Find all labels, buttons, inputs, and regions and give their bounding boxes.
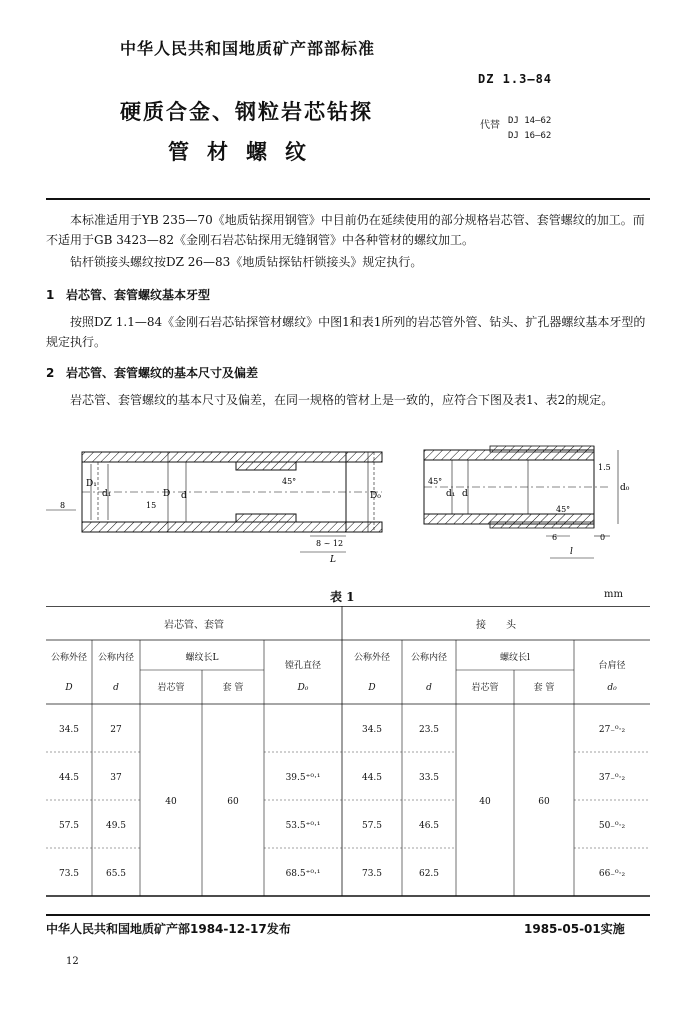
- col-nominal-od: 公称外径: [50, 653, 88, 663]
- table-cell-d0: 66₋⁰·₂: [598, 869, 626, 879]
- tube-section-drawing: [46, 440, 386, 570]
- table-cell-d: 27: [110, 725, 122, 735]
- table-cell-D: 73.5: [58, 869, 80, 879]
- table-cell-jd: 23.5: [418, 725, 440, 735]
- section-1-text: 按照DZ 1.1—84《金刚石岩芯钻探管材螺纹》中图1和表1所列的岩芯管外管、钻头、扩孔器螺纹基本牙型的规定执行。: [46, 315, 646, 349]
- issuing-organization: 中华人民共和国地质矿产部部标准: [120, 39, 376, 58]
- col-thread-length-L: 螺纹长L: [185, 653, 219, 663]
- col-joint-nominal-od-symbol: D: [368, 683, 376, 693]
- document-title-line1: 硬质合金、钢粒岩芯钻探: [120, 100, 373, 124]
- table-cell-D0: 39.5⁺⁰·¹: [285, 773, 321, 783]
- document-title-line2: 管材螺纹: [168, 140, 324, 164]
- col-core-tube: 岩芯管: [157, 683, 185, 693]
- dim-d1-label: d₁: [102, 489, 112, 499]
- col-nominal-id-symbol: d: [113, 683, 119, 693]
- section-2-number: 2: [46, 366, 55, 380]
- table-cell-d: 37: [110, 773, 122, 783]
- replaces-label: 代替: [480, 120, 500, 131]
- tube-wall-top: [82, 452, 382, 462]
- col-joint-nominal-id-symbol: d: [426, 683, 432, 693]
- dim-L-label: L: [330, 555, 336, 565]
- standard-number: DZ 1.3—84: [478, 72, 553, 86]
- intro-paragraph-2: 钻杆锁接头螺纹按DZ 26—83《地质钻探钻杆锁接头》规定执行。: [70, 255, 423, 269]
- table-cell-d: 65.5: [105, 869, 127, 879]
- group-header-joints: 接 头: [476, 620, 516, 631]
- header-rule: [46, 198, 650, 200]
- dim-D0-label: D₀: [370, 491, 381, 501]
- intro-paragraph: 本标准适用于YB 235—70《地质钻探用钢管》中目前仍在延续使用的部分规格岩芯管、套管螺纹的加工。而不适用于GB 3423—82《金刚石岩芯钻探用无缝钢管》中各种管材的螺纹加工。: [46, 213, 645, 247]
- section-2-text: 岩芯管、套管螺纹的基本尺寸及偏差，在同一规格的管材上是一致的，应符合下图及表1、表2的规定。: [70, 393, 614, 407]
- col-bore-diameter-symbol: D₀: [297, 683, 309, 693]
- col-shoulder-diameter: 台肩径: [598, 661, 626, 671]
- merged-l-core-tube: 40: [479, 797, 491, 807]
- table-cell-jd: 46.5: [418, 821, 440, 831]
- joint-angle-left-label: 45°: [428, 477, 443, 486]
- dim-d-label: d: [181, 491, 187, 501]
- replaces-standard-1: DJ 14—62: [508, 116, 552, 126]
- table-cell-jD: 73.5: [361, 869, 383, 879]
- joint-dim-d0-label: d₀: [620, 483, 630, 493]
- joint-dim-l-label: l: [570, 547, 573, 557]
- merged-L-casing: 60: [227, 797, 239, 807]
- dim-8-label: 8: [60, 501, 66, 510]
- table-cell-jD: 44.5: [361, 773, 383, 783]
- dim-D1-label: D₁: [86, 479, 97, 489]
- col-joint-core-tube: 岩芯管: [471, 683, 499, 693]
- table-cell-D0: 53.5⁺⁰·¹: [285, 821, 321, 831]
- col-nominal-id: 公称内径: [97, 653, 135, 663]
- dim-range-label: 8 ~ 12: [316, 539, 344, 548]
- table-cell-d0: 37₋⁰·₂: [598, 773, 626, 783]
- table-cell-d0: 50₋⁰·₂: [598, 821, 626, 831]
- table-caption: 表 1: [330, 590, 355, 604]
- col-bore-diameter: 镗孔直径: [284, 661, 322, 671]
- table-cell-D: 44.5: [58, 773, 80, 783]
- effective-date: 1985-05-01实施: [524, 922, 625, 936]
- merged-l-casing: 60: [538, 797, 550, 807]
- section-2-heading: [46, 364, 258, 381]
- section-1-number: 1: [46, 288, 55, 302]
- col-shoulder-diameter-symbol: d₀: [607, 683, 617, 693]
- col-thread-length-l: 螺纹长l: [500, 653, 530, 663]
- joint-dim-d1-label: d₁: [446, 489, 456, 499]
- angle-45-label: 45°: [282, 477, 297, 486]
- table-cell-jd: 33.5: [418, 773, 440, 783]
- col-nominal-od-symbol: D: [65, 683, 73, 693]
- table-cell-D: 57.5: [58, 821, 80, 831]
- joint-dim-6-label: 6: [552, 533, 558, 542]
- col-casing: 套 管: [222, 683, 244, 693]
- joint-dim-1.5-label: 1.5: [598, 463, 611, 472]
- table-cell-jD: 34.5: [361, 725, 383, 735]
- dim-D-label: D: [163, 489, 171, 499]
- col-joint-nominal-id: 公称内径: [410, 653, 448, 663]
- joint-section-drawing: [410, 440, 640, 570]
- tube-wall-bottom: [82, 522, 382, 532]
- table-cell-D0: 68.5⁺⁰·¹: [285, 869, 321, 879]
- col-joint-casing: 套 管: [533, 683, 555, 693]
- replaces-standard-2: DJ 16—62: [508, 131, 552, 141]
- merged-L-core-tube: 40: [165, 797, 177, 807]
- group-header-tubes: 岩芯管、套管: [164, 620, 224, 631]
- joint-dim-d-label: d: [462, 489, 468, 499]
- dim-15-label: 15: [146, 501, 157, 510]
- issue-info: 中华人民共和国地质矿产部1984-12-17发布: [46, 922, 291, 936]
- joint-dim-0-label: 0: [600, 533, 606, 542]
- section-1-heading: [46, 286, 210, 303]
- joint-angle-right-label: 45°: [556, 505, 571, 514]
- table-cell-d0: 27₋⁰·₂: [598, 725, 626, 735]
- dimensions-table: [46, 606, 650, 906]
- table-unit: mm: [604, 589, 623, 600]
- col-joint-nominal-od: 公称外径: [353, 653, 391, 663]
- page-number: 12: [66, 956, 79, 967]
- footer-rule: [46, 914, 650, 916]
- table-cell-jd: 62.5: [418, 869, 440, 879]
- table-cell-D: 34.5: [58, 725, 80, 735]
- section-2-title: 岩芯管、套管螺纹的基本尺寸及偏差: [66, 366, 259, 380]
- section-1-title: 岩芯管、套管螺纹基本牙型: [66, 288, 211, 302]
- table-cell-jD: 57.5: [361, 821, 383, 831]
- table-cell-d: 49.5: [105, 821, 127, 831]
